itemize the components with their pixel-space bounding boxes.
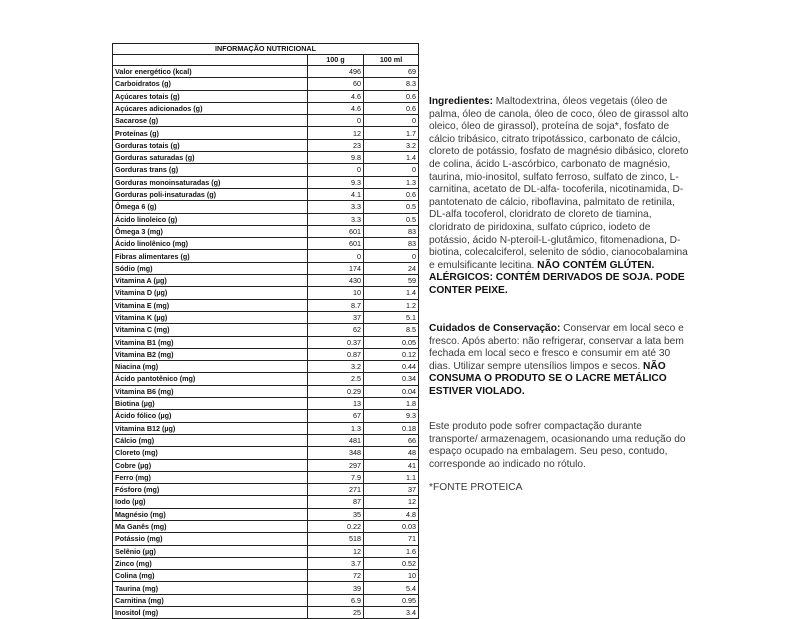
value-100ml: 37	[364, 484, 419, 496]
table-row	[113, 324, 419, 336]
table-row	[113, 582, 419, 594]
value-100g: 518	[308, 533, 364, 545]
table-row	[113, 484, 419, 496]
value-100ml: 0.03	[364, 520, 419, 532]
table-row	[113, 152, 419, 164]
table-row	[113, 78, 419, 90]
table-row	[113, 102, 419, 114]
value-100g: 0	[308, 164, 364, 176]
row-label: Ácido linolênico (mg)	[113, 238, 308, 250]
value-100g: 2.5	[308, 373, 364, 385]
table-row	[113, 66, 419, 78]
value-100g: 25	[308, 607, 364, 619]
value-100g: 13	[308, 398, 364, 410]
table-row	[113, 311, 419, 323]
table-row	[113, 115, 419, 127]
table-row	[113, 299, 419, 311]
row-label: Vitamina B6 (mg)	[113, 385, 308, 397]
row-label: Vitamina B12 (µg)	[113, 422, 308, 434]
row-label: Ácido linoleico (g)	[113, 213, 308, 225]
value-100g: 4.6	[308, 102, 364, 114]
value-100g: 0.87	[308, 348, 364, 360]
value-100ml: 0.5	[364, 213, 419, 225]
row-label: Vitamina E (mg)	[113, 299, 308, 311]
row-label: Cloreto (mg)	[113, 447, 308, 459]
value-100ml: 1.7	[364, 127, 419, 139]
value-100g: 174	[308, 262, 364, 274]
value-100g: 87	[308, 496, 364, 508]
row-label: Vitamina A (µg)	[113, 275, 308, 287]
table-row	[113, 238, 419, 250]
table-row	[113, 250, 419, 262]
compaction-notice: Este produto pode sofrer compactação durante transporte/ armazenagem, ocasionando uma redução do espaço ocupado na embalagem. Seu peso, contudo, corresponde ao indicado no rótulo.	[429, 421, 686, 470]
row-label: Ômega 6 (g)	[113, 201, 308, 213]
table-row	[113, 594, 419, 606]
value-100ml: 83	[364, 225, 419, 237]
row-label: Açúcares adicionados (g)	[113, 102, 308, 114]
table-row	[113, 422, 419, 434]
value-100g: 8.7	[308, 299, 364, 311]
value-100g: 4.6	[308, 90, 364, 102]
row-label: Gorduras trans (g)	[113, 164, 308, 176]
row-label: Selênio (µg)	[113, 545, 308, 557]
storage-care-text: Conservar em local seco e fresco. Após aberto: não refrigerar, conservar a lata bem fechada em local seco e fresco e consumir em até 30 dias. Utilizar sempre utensílios limpos e secos.	[429, 323, 684, 372]
value-100g: 0	[308, 115, 364, 127]
value-100ml: 0.52	[364, 557, 419, 569]
value-100g: 9.3	[308, 176, 364, 188]
value-100ml: 0.12	[364, 348, 419, 360]
protein-source-footnote: *FONTE PROTEICA	[429, 482, 523, 493]
value-100ml: 12	[364, 496, 419, 508]
table-header-blank	[113, 55, 308, 66]
value-100ml: 83	[364, 238, 419, 250]
nutrition-facts-table	[112, 43, 419, 619]
table-row	[113, 410, 419, 422]
ingredients-paragraph	[429, 96, 691, 298]
value-100ml: 24	[364, 262, 419, 274]
value-100ml: 0.6	[364, 102, 419, 114]
row-label: Colina (mg)	[113, 570, 308, 582]
table-row	[113, 545, 419, 557]
value-100g: 601	[308, 225, 364, 237]
value-100g: 481	[308, 434, 364, 446]
table-row	[113, 275, 419, 287]
value-100g: 4.1	[308, 188, 364, 200]
value-100ml: 1.6	[364, 545, 419, 557]
value-100g: 0	[308, 250, 364, 262]
value-100ml: 0.34	[364, 373, 419, 385]
table-row	[113, 520, 419, 532]
value-100g: 1.3	[308, 422, 364, 434]
row-label: Niacina (mg)	[113, 361, 308, 373]
value-100g: 496	[308, 66, 364, 78]
row-label: Magnésio (mg)	[113, 508, 308, 520]
value-100ml: 0	[364, 115, 419, 127]
value-100ml: 8.3	[364, 78, 419, 90]
row-label: Ômega 3 (mg)	[113, 225, 308, 237]
row-label: Sacarose (g)	[113, 115, 308, 127]
value-100g: 0.29	[308, 385, 364, 397]
value-100ml: 8.5	[364, 324, 419, 336]
row-label: Potássio (mg)	[113, 533, 308, 545]
table-title: INFORMAÇÃO NUTRICIONAL	[113, 44, 419, 55]
table-row	[113, 262, 419, 274]
value-100g: 12	[308, 127, 364, 139]
value-100ml: 0.5	[364, 201, 419, 213]
value-100g: 3.3	[308, 201, 364, 213]
table-row	[113, 434, 419, 446]
table-row	[113, 570, 419, 582]
row-label: Carnitina (mg)	[113, 594, 308, 606]
value-100g: 9.8	[308, 152, 364, 164]
value-100g: 60	[308, 78, 364, 90]
value-100g: 0.37	[308, 336, 364, 348]
table-row	[113, 385, 419, 397]
table-row	[113, 176, 419, 188]
row-label: Vitamina B1 (mg)	[113, 336, 308, 348]
row-label: Fósforo (mg)	[113, 484, 308, 496]
value-100g: 37	[308, 311, 364, 323]
column-header-100g: 100 g	[308, 55, 364, 66]
value-100g: 348	[308, 447, 364, 459]
value-100ml: 69	[364, 66, 419, 78]
row-label: Biotina (µg)	[113, 398, 308, 410]
row-label: Ma Ganês (mg)	[113, 520, 308, 532]
row-label: Inositol (mg)	[113, 607, 308, 619]
row-label: Carboidratos (g)	[113, 78, 308, 90]
table-row	[113, 557, 419, 569]
value-100g: 271	[308, 484, 364, 496]
row-label: Gorduras totais (g)	[113, 139, 308, 151]
value-100ml: 1.2	[364, 299, 419, 311]
value-100ml: 4.8	[364, 508, 419, 520]
value-100ml: 0.6	[364, 188, 419, 200]
value-100ml: 0.05	[364, 336, 419, 348]
table-row	[113, 139, 419, 151]
table-row	[113, 459, 419, 471]
table-row	[113, 508, 419, 520]
value-100g: 430	[308, 275, 364, 287]
value-100g: 3.3	[308, 213, 364, 225]
value-100ml: 1.4	[364, 287, 419, 299]
row-label: Taurina (mg)	[113, 582, 308, 594]
row-label: Vitamina C (mg)	[113, 324, 308, 336]
table-row	[113, 533, 419, 545]
row-label: Açúcares totais (g)	[113, 90, 308, 102]
row-label: Gorduras poli-insaturadas (g)	[113, 188, 308, 200]
table-body	[113, 66, 419, 619]
value-100ml: 0.44	[364, 361, 419, 373]
row-label: Vitamina D (µg)	[113, 287, 308, 299]
ingredients-heading: Ingredientes:	[429, 96, 493, 107]
value-100g: 23	[308, 139, 364, 151]
table-row	[113, 90, 419, 102]
value-100g: 10	[308, 287, 364, 299]
table-row	[113, 496, 419, 508]
value-100g: 72	[308, 570, 364, 582]
ingredients-text: Maltodextrina, óleos vegetais (óleo de palma, óleo de canola, óleo de coco, óleo de girassol alto oleico, óleo de girassol), proteína de soja*, fosfato de cálcio tribásico, citrato tripotássico, carbonato de cálcio, cloreto de potássio, fosfato de magnésio dibásico, cloreto de colina, ácido L-ascórbico, carbonato de magnésio, taurina, mio-inositol, sulfato ferroso, sulfato de zinco, L-carnitina, acetato de DL-alfa- tocoferila, nicotinamida, D-pantotenato de cálcio, riboflavina, palmitato de retinila, DL-alfa tocoferol, cloridrato de cloreto de tiamina, cloridrato de piridoxina, sulfato cúprico, iodeto de potássio, ácido N-pteroil-L-glutâmico, fitomenadiona, D-biotina, colecalciferol, selenito de sódio, cianocobalamina e emulsificante lecitina.	[429, 96, 689, 271]
value-100g: 0.22	[308, 520, 364, 532]
row-label: Fibras alimentares (g)	[113, 250, 308, 262]
table-row	[113, 607, 419, 619]
table-row	[113, 164, 419, 176]
value-100g: 12	[308, 545, 364, 557]
value-100g: 3.7	[308, 557, 364, 569]
value-100ml: 0.95	[364, 594, 419, 606]
value-100ml: 0.04	[364, 385, 419, 397]
table-row	[113, 225, 419, 237]
table-row	[113, 348, 419, 360]
table-row	[113, 213, 419, 225]
row-label: Gorduras monoinsaturadas (g)	[113, 176, 308, 188]
value-100ml: 1.1	[364, 471, 419, 483]
table-row	[113, 373, 419, 385]
value-100ml: 0.18	[364, 422, 419, 434]
table-row	[113, 127, 419, 139]
row-label: Ferro (mg)	[113, 471, 308, 483]
row-label: Cálcio (mg)	[113, 434, 308, 446]
value-100ml: 48	[364, 447, 419, 459]
row-label: Cobre (µg)	[113, 459, 308, 471]
row-label: Ácido fólico (µg)	[113, 410, 308, 422]
value-100g: 35	[308, 508, 364, 520]
table-row	[113, 336, 419, 348]
value-100ml: 59	[364, 275, 419, 287]
seal-warning: NÃO CONSUMA O PRODUTO SE O LACRE METÁLICO ESTIVER VIOLADO.	[429, 360, 667, 397]
table-row	[113, 188, 419, 200]
table-row	[113, 447, 419, 459]
value-100ml: 1.8	[364, 398, 419, 410]
value-100g: 39	[308, 582, 364, 594]
table-row	[113, 201, 419, 213]
row-label: Zinco (mg)	[113, 557, 308, 569]
value-100ml: 9.3	[364, 410, 419, 422]
value-100ml: 1.4	[364, 152, 419, 164]
row-label: Vitamina K (µg)	[113, 311, 308, 323]
value-100ml: 0.6	[364, 90, 419, 102]
value-100ml: 3.4	[364, 607, 419, 619]
value-100ml: 3.2	[364, 139, 419, 151]
value-100g: 6.9	[308, 594, 364, 606]
value-100ml: 71	[364, 533, 419, 545]
row-label: Proteínas (g)	[113, 127, 308, 139]
table-row	[113, 287, 419, 299]
storage-care-paragraph	[429, 323, 691, 399]
value-100g: 297	[308, 459, 364, 471]
row-label: Sódio (mg)	[113, 262, 308, 274]
value-100ml: 41	[364, 459, 419, 471]
value-100ml: 10	[364, 570, 419, 582]
storage-care-heading: Cuidados de Conservação:	[429, 323, 561, 334]
row-label: Gorduras saturadas (g)	[113, 152, 308, 164]
table-row	[113, 361, 419, 373]
value-100ml: 66	[364, 434, 419, 446]
value-100ml: 0	[364, 250, 419, 262]
value-100g: 7.9	[308, 471, 364, 483]
column-header-100ml: 100 ml	[364, 55, 419, 66]
table-row	[113, 471, 419, 483]
row-label: Iodo (µg)	[113, 496, 308, 508]
row-label: Valor energético (kcal)	[113, 66, 308, 78]
value-100ml: 5.4	[364, 582, 419, 594]
value-100g: 3.2	[308, 361, 364, 373]
value-100g: 62	[308, 324, 364, 336]
value-100ml: 0	[364, 164, 419, 176]
row-label: Ácido pantotênico (mg)	[113, 373, 308, 385]
table-row	[113, 398, 419, 410]
value-100g: 67	[308, 410, 364, 422]
row-label: Vitamina B2 (mg)	[113, 348, 308, 360]
allergen-warning: NÃO CONTÉM GLÚTEN. ALÉRGICOS: CONTÉM DERIVADOS DE SOJA. PODE CONTER PEIXE.	[429, 259, 685, 296]
value-100ml: 1.3	[364, 176, 419, 188]
value-100g: 601	[308, 238, 364, 250]
value-100ml: 5.1	[364, 311, 419, 323]
